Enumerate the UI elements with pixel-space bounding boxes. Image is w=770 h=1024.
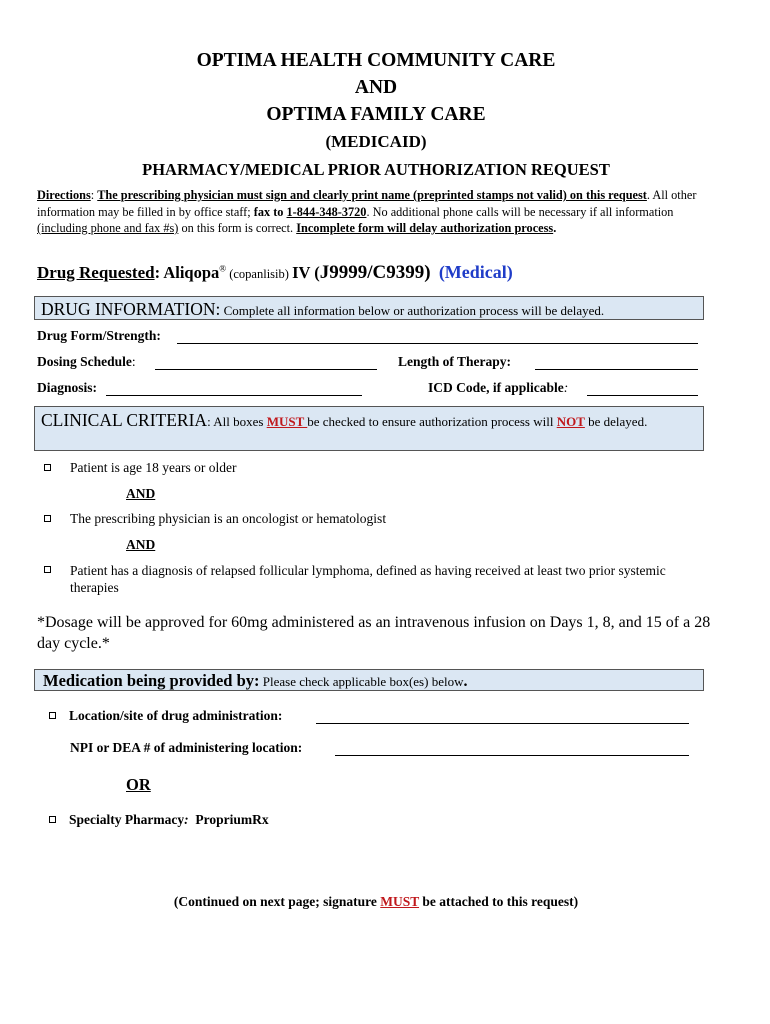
checkbox-icon[interactable] xyxy=(44,464,51,471)
location-label: Location/site of drug administration: xyxy=(69,708,283,723)
medication-provider-heading: Medication being provided by: xyxy=(43,671,260,690)
drug-information-header: DRUG INFORMATION: Complete all information below or authorization process will be delayed. xyxy=(34,296,704,320)
location-field[interactable] xyxy=(316,723,689,724)
location-option xyxy=(49,708,282,724)
drug-form-strength-field[interactable] xyxy=(177,343,698,344)
length-of-therapy-field[interactable] xyxy=(535,369,698,370)
directions: Directions: The prescribing physician must sign and clearly print name (preprinted stamps not valid) on this request. All other information may be filled in by office staff; fax to 1-844-348-3720. No additional phone calls will be necessary if all information (including phone and fax #s) on this form is correct. Incomplete form will delay authorization process. xyxy=(37,188,697,235)
icd-code-field[interactable] xyxy=(587,395,698,396)
diagnosis-label: Diagnosis: xyxy=(37,380,98,395)
or-connector: OR xyxy=(126,775,151,794)
not-emphasis: NOT xyxy=(556,414,585,429)
clinical-criteria-heading: CLINICAL CRITERIA xyxy=(41,410,208,430)
signature-must: MUST xyxy=(380,894,420,909)
checkbox-icon[interactable] xyxy=(49,712,56,719)
dosage-statement: *Dosage will be approved for 60mg administered as an intravenous infusion on Days 1, 8, and 15 of a 28 day cycle.* xyxy=(37,614,711,652)
drug-requested: Drug Requested: Aliqopa® (copanlisib) IV (J9999/C9399) (Medical) xyxy=(37,262,513,283)
criteria-item-prescriber: The prescribing physician is an oncologist or hematologist xyxy=(44,511,644,527)
criteria-item-diagnosis: Patient has a diagnosis of relapsed follicular lymphoma, defined as having received at least two prior systemic therapies xyxy=(44,562,684,596)
header-org-2: OPTIMA FAMILY CARE xyxy=(266,104,486,125)
fax-number: 1-844-348-3720 xyxy=(286,204,367,219)
npi-dea-field[interactable] xyxy=(335,755,689,756)
diagnosis-field[interactable] xyxy=(106,395,362,396)
medication-provider-header: Medication being provided by: Please check applicable box(es) below. xyxy=(34,669,704,691)
dosing-schedule-field[interactable] xyxy=(155,369,377,370)
header-and: AND xyxy=(354,77,398,98)
drug-name: Aliqopa xyxy=(163,263,220,282)
must-emphasis: MUST xyxy=(266,414,308,429)
and-connector: AND xyxy=(126,537,156,552)
checkbox-icon[interactable] xyxy=(44,515,51,522)
checkbox-icon[interactable] xyxy=(49,816,56,823)
specialty-pharmacy-value: PropriumRx xyxy=(188,812,269,827)
drug-form-strength-label: Drug Form/Strength: xyxy=(37,328,161,343)
form-title: PHARMACY/MEDICAL PRIOR AUTHORIZATION REQUEST xyxy=(142,160,610,179)
dosing-schedule-label: Dosing Schedule: xyxy=(37,354,136,369)
directions-sign-rule: The prescribing physician must sign and clearly print name (preprinted stamps not valid) on this request xyxy=(97,188,647,202)
length-of-therapy-label: Length of Therapy: xyxy=(398,354,512,369)
header-org-1: OPTIMA HEALTH COMMUNITY CARE xyxy=(196,50,556,71)
header-medicaid: (MEDICAID) xyxy=(325,132,427,151)
clinical-criteria-header: CLINICAL CRITERIA: All boxes MUST be checked to ensure authorization process will NOT be delayed. xyxy=(34,406,704,451)
drug-information-heading: DRUG INFORMATION: xyxy=(41,299,221,319)
directions-label: Directions xyxy=(37,188,91,202)
drug-generic: (copanlisib) xyxy=(226,267,293,281)
criteria-item-age: Patient is age 18 years or older xyxy=(44,460,644,476)
continuation-note: (Continued on next page; signature MUST be attached to this request) xyxy=(173,894,579,909)
npi-dea-label: NPI or DEA # of administering location: xyxy=(70,740,303,755)
drug-codes: J9999/C9399) xyxy=(319,262,431,283)
incomplete-warning: Incomplete form will delay authorization process xyxy=(296,221,554,235)
icd-code-label: ICD Code, if applicable: xyxy=(428,380,569,395)
specialty-pharmacy-option: Specialty Pharmacy : PropriumRx xyxy=(49,812,269,828)
and-connector: AND xyxy=(126,486,156,501)
drug-requested-label: Drug Requested xyxy=(37,263,155,282)
checkbox-icon[interactable] xyxy=(44,566,51,573)
specialty-pharmacy-label: Specialty Pharmacy xyxy=(69,812,185,827)
drug-type: (Medical) xyxy=(438,262,513,282)
